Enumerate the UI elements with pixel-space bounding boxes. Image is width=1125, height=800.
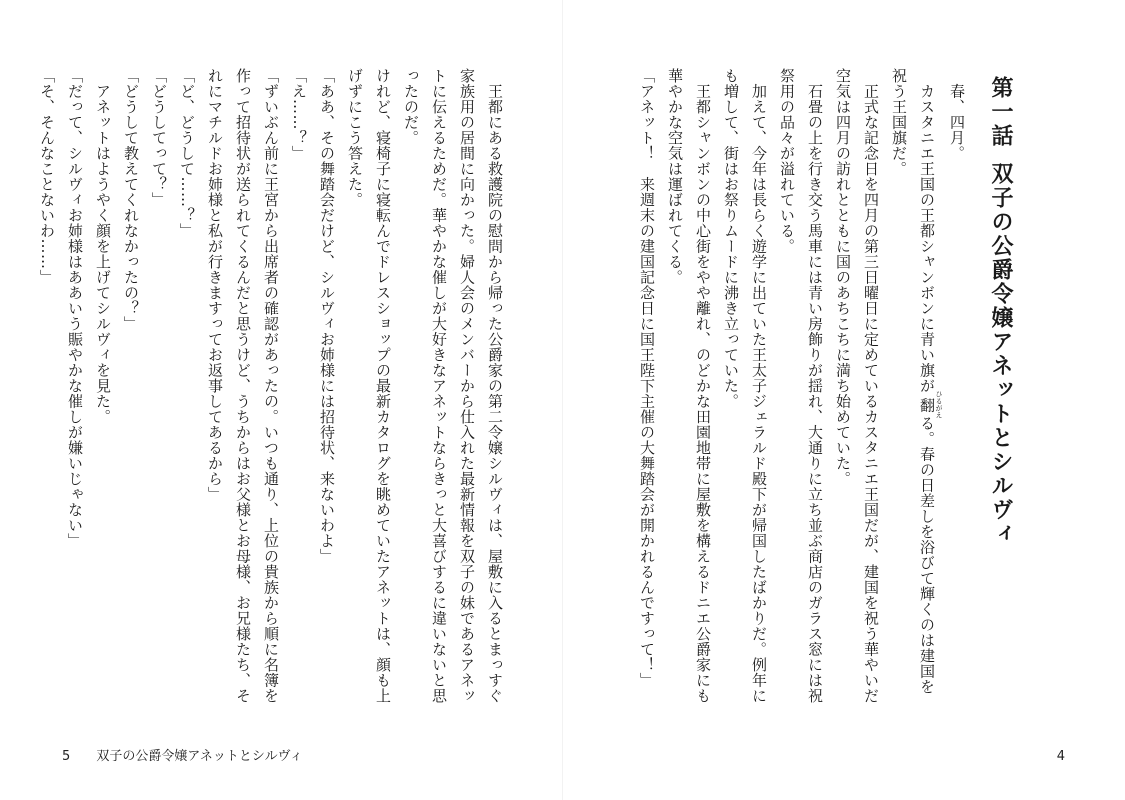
chapter-title: 双子の公爵令嬢アネットとシルヴィ [988,162,1013,546]
paragraph: 「ずいぶん前に王宮から出席者の確認があったの。いつも通り、上位の貴族から順に名簿を作って招待状が送られてくるんだと思うけど、うちからはお父様とお母様、お兄様たち、それにマチルドお姉様と私が行きますってお返事してあるから」 [206,68,280,704]
right-footer [1057,749,1065,764]
paragraph: 石畳の上を行き交う馬車には青い房飾りが揺れ、大通りに立ち並ぶ商店のガラス窓には祝祭用の品々が溢れている。 [778,68,824,704]
paragraph: 「え……？」 [290,68,308,161]
right-page-number: 4 [1056,749,1065,764]
left-footer [62,745,303,764]
chapter-heading [983,68,1017,708]
paragraph: 「どうして教えてくれなかったの？」 [122,68,140,332]
ruby-word: 翻 ひるがえ [918,390,943,419]
chapter-number: 第一話 [988,76,1013,148]
paragraph: 「ああ、その舞踏会だけど、シルヴィお姉様には招待状、来ないわよ」 [318,68,336,564]
right-page-body [617,68,1017,708]
paragraph: カスタニエ王国の王都シャンボンに青い旗が翻 ひるがえる。春の日差しを浴びて輝くのは建国を祝う王国旗だ。 [890,68,943,695]
right-page [563,0,1125,800]
paragraph: 王都シャンボンの中心街をやや離れ、のどかな田園地帯に屋敷を構えるドニエ公爵家にも華やかな空気は運ばれてくる。 [666,68,712,704]
paragraph: 正式な記念日を四月の第三日曜日に定めているカスタニエ王国だが、建国を祝う華やいだ空気は四月の訪れとともに国のあちこちに満ち始めていた。 [834,68,880,704]
paragraph: 春、四月。 [948,68,966,161]
paragraph: 王都にある救護院の慰問から帰った公爵家の第二令嬢シルヴィは、屋敷に入るとまっすぐ家族用の居間に向かった。婦人会のメンバーから仕入れた最新情報を双子の妹であるアネットに伝えるためだ。華やかな催しが大好きなアネットならきっと大喜びするに違いないと思ったのだ。 [402,68,504,704]
paragraph: 加えて、今年は長らく遊学に出ていた王太子ジェラルド殿下が帰国したばかりだ。例年にも増して、街はお祭りムードに沸き立っていた。 [722,68,768,704]
paragraph: 「アネット！ 来週末の建国記念日に国王陛下主催の大舞踏会が開かれるんですって！」 [638,68,656,688]
paragraph: 「どうしてって？」 [150,68,168,208]
left-page-number: 5 [62,749,71,764]
left-page-body [38,68,509,708]
left-page [0,0,562,800]
ruby-reading: ひるがえ [935,390,943,419]
paragraph: 「そ、そんなことないわ……」 [38,68,56,285]
paragraph: 「ど、どうして……？」 [178,68,196,239]
paragraph: 「だって、シルヴィお姉様はああいう賑やかな催しが嫌いじゃない」 [66,68,84,549]
paragraph: けれど、寝椅子に寝転んでドレスショップの最新カタログを眺めていたアネットは、顔も上げずにこう答えた。 [346,68,392,704]
running-head: 双子の公爵令嬢アネットとシルヴィ [96,749,303,764]
paragraph: アネットはようやく顔を上げてシルヴィを見た。 [94,68,112,425]
